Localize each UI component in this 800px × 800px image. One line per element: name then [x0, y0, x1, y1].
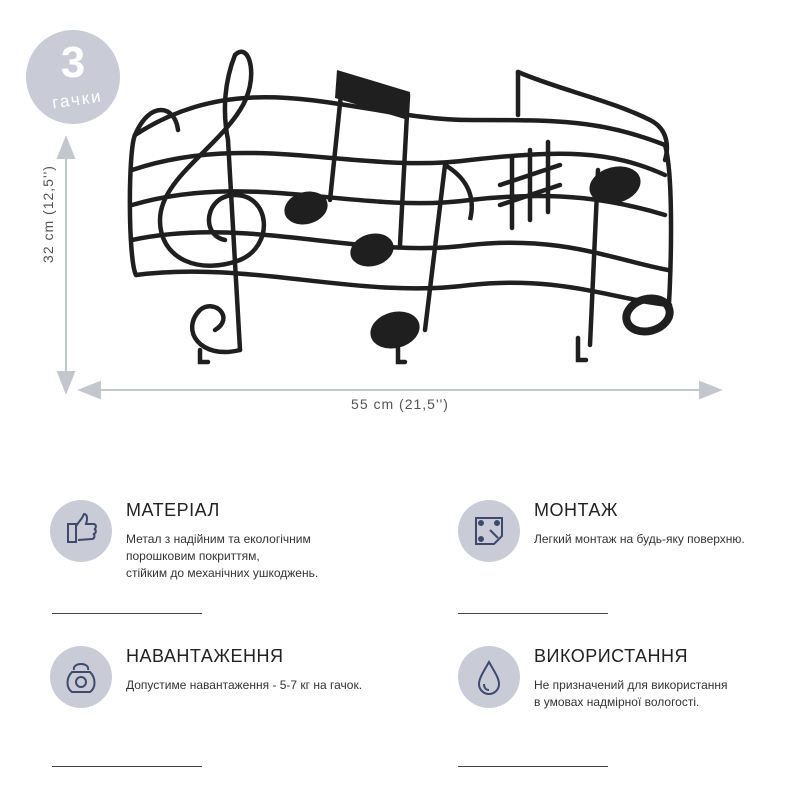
usage-text: Не призначений для використання в умовах надмірної вологості. — [534, 678, 728, 709]
load-text: Допустиме навантаження - 5-7 кг на гачок. — [126, 678, 363, 692]
material-text: Метал з надійним та екологічним порошковим покриттям, стійким до механічних ушкоджень. — [126, 532, 319, 580]
mounting-plate-icon — [458, 500, 520, 562]
thumbs-up-icon — [50, 500, 112, 562]
usage-title: ВИКОРИСТАННЯ — [534, 646, 688, 666]
divider — [52, 766, 202, 767]
kettlebell-icon — [50, 646, 112, 708]
material-title: МАТЕРІАЛ — [126, 500, 220, 520]
mounting-title: МОНТАЖ — [534, 500, 619, 520]
hooks-label: гачки — [50, 86, 104, 113]
load-title: НАВАНТАЖЕННЯ — [126, 646, 284, 666]
hooks-count: 3 — [60, 38, 86, 87]
width-dimension-label: 55 cm (21,5'') — [351, 396, 449, 412]
mounting-text: Легкий монтаж на будь-яку поверхню. — [534, 532, 745, 546]
divider — [458, 613, 608, 614]
water-drop-icon — [458, 646, 520, 708]
divider — [458, 766, 608, 767]
divider — [52, 613, 202, 614]
